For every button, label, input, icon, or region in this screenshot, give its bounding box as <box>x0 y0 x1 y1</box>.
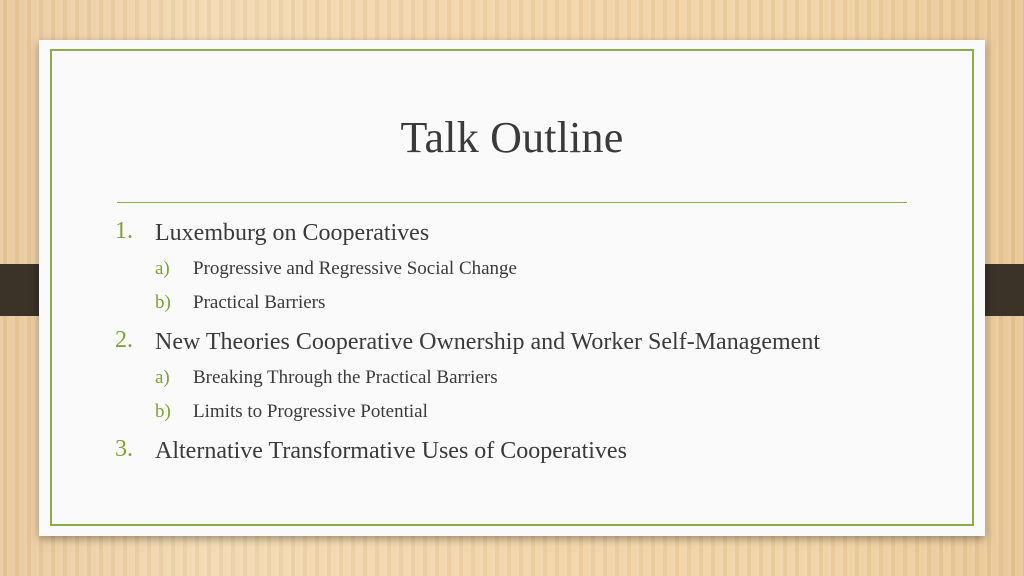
list-marker: 1. <box>115 218 133 244</box>
title-divider <box>117 202 907 203</box>
sub-list-item-text: Breaking Through the Practical Barriers <box>193 367 498 388</box>
slide <box>39 40 985 536</box>
sub-list-item-text: Practical Barriers <box>193 292 326 313</box>
list-item-text: Luxemburg on Cooperatives <box>155 220 430 246</box>
sub-list-item-text: Progressive and Regressive Social Change <box>193 258 517 279</box>
sub-list-item-text: Limits to Progressive Potential <box>193 401 428 422</box>
list-item-text: Alternative Transformative Uses of Cooperatives <box>155 438 627 464</box>
sub-list-marker: a) <box>155 367 170 388</box>
list-marker: 3. <box>115 436 133 462</box>
sub-list-marker: a) <box>155 258 170 279</box>
sub-list-marker: b) <box>155 401 171 422</box>
sub-list-marker: b) <box>155 292 171 313</box>
list-item-text: New Theories Cooperative Ownership and Worker Self-Management <box>155 329 820 355</box>
slide-title: Talk Outline <box>400 113 624 162</box>
list-marker: 2. <box>115 327 133 353</box>
